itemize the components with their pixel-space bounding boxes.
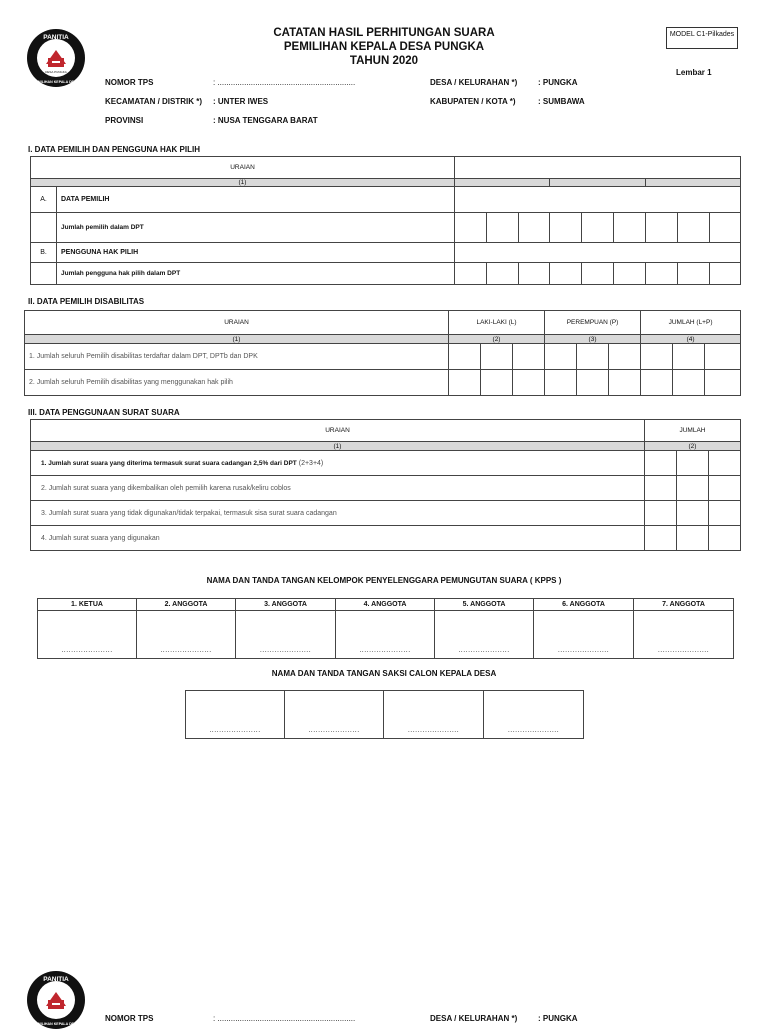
s1-a-digit-box[interactable]	[678, 213, 710, 243]
meta-block	[0, 0, 768, 130]
s3-row-1: 1. Jumlah surat suara yang diterima termasuk surat suara cadangan 2,5% dari DPT	[41, 459, 297, 467]
footer-desa-value: : PUNGKA	[538, 1014, 578, 1023]
s3-r1-digit-box[interactable]	[709, 451, 741, 476]
s2-row-1: 1. Jumlah seluruh Pemilih disabilitas terdaftar dalam DPT, DPTb dan DPK	[25, 344, 449, 370]
doc-title-line-2: PEMILIHAN KEPALA DESA PUNGKA	[283, 41, 485, 53]
s1-b-digit-box[interactable]	[678, 263, 710, 285]
s2-r2-digit-box[interactable]	[673, 370, 705, 396]
s2-row-2: 2. Jumlah seluruh Pemilih disabilitas yang menggunakan hak pilih	[25, 370, 449, 396]
s1-b-letter: B.	[31, 243, 57, 263]
s2-r1-digit-box[interactable]	[577, 344, 609, 370]
kpps-dots: .....................	[259, 647, 312, 654]
s3-r2-digit-box[interactable]	[677, 476, 709, 501]
s1-b-digit-box[interactable]	[614, 263, 646, 285]
kpps-signature-slot[interactable]	[336, 611, 435, 659]
s1-col-num: (1)	[31, 179, 455, 187]
s1-b-digit-box[interactable]	[710, 263, 741, 285]
doc-title-line-1: CATATAN HASIL PERHITUNGAN SUARA	[273, 27, 495, 39]
kpps-head-ketua: 1. KETUA	[38, 599, 137, 611]
saksi-signature-slot[interactable]	[384, 691, 484, 739]
saksi-signature-slot[interactable]	[484, 691, 584, 739]
s2-r1-digit-box[interactable]	[449, 344, 481, 370]
s1-b-digit-box[interactable]	[646, 263, 678, 285]
s3-r3-digit-box[interactable]	[645, 501, 677, 526]
saksi-dots: .....................	[507, 727, 560, 734]
s2-num-3: (3)	[545, 335, 641, 344]
footer-meta	[0, 1010, 768, 1024]
s1-b-digit-box[interactable]	[582, 263, 614, 285]
s3-col-uraian: URAIAN	[31, 420, 645, 442]
s1-col-uraian: URAIAN	[31, 157, 455, 179]
s2-r2-digit-box[interactable]	[641, 370, 673, 396]
s3-row-1-cell	[31, 451, 645, 476]
tps-label: NOMOR TPS	[105, 78, 154, 87]
kpps-head-anggota-7: 7. ANGGOTA	[634, 599, 734, 611]
s2-col-l: LAKI-LAKI (L)	[449, 311, 545, 335]
s2-r1-digit-box[interactable]	[705, 344, 741, 370]
kpps-dots: .....................	[657, 647, 710, 654]
s1-a-digit-box[interactable]	[582, 213, 614, 243]
s3-r3-digit-box[interactable]	[677, 501, 709, 526]
kpps-head-anggota-2: 2. ANGGOTA	[137, 599, 236, 611]
s1-a-blank	[455, 187, 741, 213]
kpps-title: NAMA DAN TANDA TANGAN KELOMPOK PENYELENGGARA PEMUNGUTAN SUARA ( KPPS )	[206, 576, 562, 585]
kpps-dots: .....................	[557, 647, 610, 654]
kpps-dots: .....................	[458, 647, 510, 654]
s2-col-p: PEREMPUAN (P)	[545, 311, 641, 335]
s2-num-2: (2)	[449, 335, 545, 344]
saksi-dots: .....................	[209, 727, 261, 734]
kpps-signature-slot[interactable]	[634, 611, 734, 659]
s1-a-row: Jumlah pemilih dalam DPT	[57, 213, 455, 243]
logo-inner-text: DESA PUNGKA	[45, 70, 67, 74]
model-label: MODEL C1-Pilkades	[669, 31, 735, 38]
section-3-table	[30, 419, 741, 551]
desa-label: DESA / KELURAHAN *)	[430, 78, 518, 87]
s1-a-digit-box[interactable]	[519, 213, 550, 243]
s1-b-digit-box[interactable]	[550, 263, 582, 285]
s2-r2-digit-box[interactable]	[481, 370, 513, 396]
s3-r1-digit-box[interactable]	[645, 451, 677, 476]
provinsi-value: : NUSA TENGGARA BARAT	[213, 116, 318, 125]
s2-r2-digit-box[interactable]	[705, 370, 741, 396]
saksi-signature-slot[interactable]	[285, 691, 384, 739]
s3-r3-digit-box[interactable]	[709, 501, 741, 526]
s1-b-blank	[455, 243, 741, 263]
s3-r4-digit-box[interactable]	[677, 526, 709, 551]
kecamatan-value: : UNTER IWES	[213, 97, 269, 106]
s2-col-uraian: URAIAN	[25, 311, 449, 335]
s1-a-title: DATA PEMILIH	[57, 187, 455, 213]
s1-a-digit-box[interactable]	[614, 213, 646, 243]
kpps-dots: .....................	[61, 647, 113, 654]
kpps-head-anggota-4: 4. ANGGOTA	[336, 599, 435, 611]
kpps-signature-slot[interactable]	[435, 611, 534, 659]
s2-col-j: JUMLAH (L+P)	[641, 311, 741, 335]
s2-r2-digit-box[interactable]	[513, 370, 545, 396]
kpps-dots: .....................	[160, 647, 212, 654]
s2-r2-digit-box[interactable]	[449, 370, 481, 396]
s1-a-row-letter-blank	[31, 213, 57, 243]
desa-value: : PUNGKA	[538, 78, 578, 87]
s1-b-digit-box[interactable]	[487, 263, 519, 285]
saksi-signature-table	[185, 690, 584, 739]
s3-r4-digit-box[interactable]	[709, 526, 741, 551]
kabupaten-value: : SUMBAWA	[538, 97, 585, 106]
provinsi-label: PROVINSI	[105, 116, 144, 125]
kpps-head-anggota-6: 6. ANGGOTA	[534, 599, 634, 611]
s1-num-blank-3	[646, 179, 741, 187]
kpps-signature-table	[37, 598, 734, 659]
s2-num-1: (1)	[25, 335, 449, 344]
s1-b-digit-box[interactable]	[519, 263, 550, 285]
s1-b-row-letter-blank	[31, 263, 57, 285]
section-2-table	[24, 310, 741, 396]
s3-num-2: (2)	[645, 442, 741, 451]
kabupaten-label: KABUPATEN / KOTA *)	[430, 97, 516, 106]
s2-r1-digit-box[interactable]	[513, 344, 545, 370]
s2-r2-digit-box[interactable]	[609, 370, 641, 396]
doc-title-line-3: TAHUN 2020	[349, 55, 419, 67]
s2-num-4: (4)	[641, 335, 741, 344]
logo-footer-top-text: PANITIA	[43, 976, 69, 983]
s3-r4-digit-box[interactable]	[645, 526, 677, 551]
logo-top-text: PANITIA	[43, 34, 69, 41]
s1-a-digit-box[interactable]	[550, 213, 582, 243]
s1-a-letter: A.	[31, 187, 57, 213]
kpps-dots: .....................	[359, 647, 411, 654]
s3-r2-digit-box[interactable]	[709, 476, 741, 501]
s1-num-blank-2	[550, 179, 646, 187]
logo-bottom-text: PEMILIHAN KEPALA DESA	[32, 80, 80, 84]
section-3-title: III. DATA PENGGUNAAN SURAT SUARA	[28, 408, 180, 417]
s1-b-row: Jumlah pengguna hak pilih dalam DPT	[57, 263, 455, 285]
s1-a-digit-box[interactable]	[646, 213, 678, 243]
kecamatan-label: KECAMATAN / DISTRIK *)	[105, 97, 203, 106]
s2-r1-digit-box[interactable]	[545, 344, 577, 370]
saksi-signature-slot[interactable]	[186, 691, 285, 739]
s1-b-digit-box[interactable]	[455, 263, 487, 285]
s2-r2-digit-box[interactable]	[577, 370, 609, 396]
s1-num-blank-1	[455, 179, 550, 187]
s2-r1-digit-box[interactable]	[481, 344, 513, 370]
saksi-dots: .....................	[407, 727, 460, 734]
s2-r2-digit-box[interactable]	[545, 370, 577, 396]
saksi-dots: .....................	[308, 727, 360, 734]
s3-r1-digit-box[interactable]	[677, 451, 709, 476]
kpps-signature-slot[interactable]	[534, 611, 634, 659]
kpps-signature-slot[interactable]	[137, 611, 236, 659]
s2-r1-digit-box[interactable]	[641, 344, 673, 370]
s2-r1-digit-box[interactable]	[673, 344, 705, 370]
s3-col-jumlah: JUMLAH	[645, 420, 741, 442]
kpps-head-anggota-3: 3. ANGGOTA	[236, 599, 336, 611]
s3-row-2: 2. Jumlah surat suara yang dikembalikan oleh pemilih karena rusak/keliru coblos	[31, 476, 645, 501]
s1-header-blank	[455, 157, 741, 179]
section-1-title: I. DATA PEMILIH DAN PENGGUNA HAK PILIH	[28, 145, 200, 154]
kpps-head-anggota-5: 5. ANGGOTA	[435, 599, 534, 611]
s1-a-digit-box[interactable]	[455, 213, 487, 243]
section-2-title: II. DATA PEMILIH DISABILITAS	[28, 297, 145, 306]
s2-r1-digit-box[interactable]	[609, 344, 641, 370]
footer-tps-label: NOMOR TPS	[105, 1014, 154, 1023]
logo-footer-bottom-text: PEMILIHAN KEPALA DESA	[32, 1022, 80, 1026]
footer-tps-value: : ..............................................................	[213, 1014, 356, 1023]
s3-num-1: (1)	[31, 442, 645, 451]
footer-desa-label: DESA / KELURAHAN *)	[430, 1014, 518, 1023]
s1-b-title: PENGGUNA HAK PILIH	[57, 243, 455, 263]
kpps-signature-slot[interactable]	[38, 611, 137, 659]
s3-row-4: 4. Jumlah surat suara yang digunakan	[31, 526, 645, 551]
s3-row-3: 3. Jumlah surat suara yang tidak digunakan/tidak terpakai, termasuk sisa surat suara cadangan	[31, 501, 645, 526]
tps-value: : ..............................................................	[213, 78, 356, 87]
s1-a-digit-box[interactable]	[710, 213, 741, 243]
kpps-signature-slot[interactable]	[236, 611, 336, 659]
section-1-table	[30, 156, 741, 285]
saksi-title: NAMA DAN TANDA TANGAN SAKSI CALON KEPALA DESA	[271, 669, 497, 678]
s3-row-1-note: (2+3+4)	[298, 459, 324, 467]
s1-a-digit-box[interactable]	[487, 213, 519, 243]
s3-r2-digit-box[interactable]	[645, 476, 677, 501]
sheet-label: Lembar 1	[676, 68, 712, 77]
